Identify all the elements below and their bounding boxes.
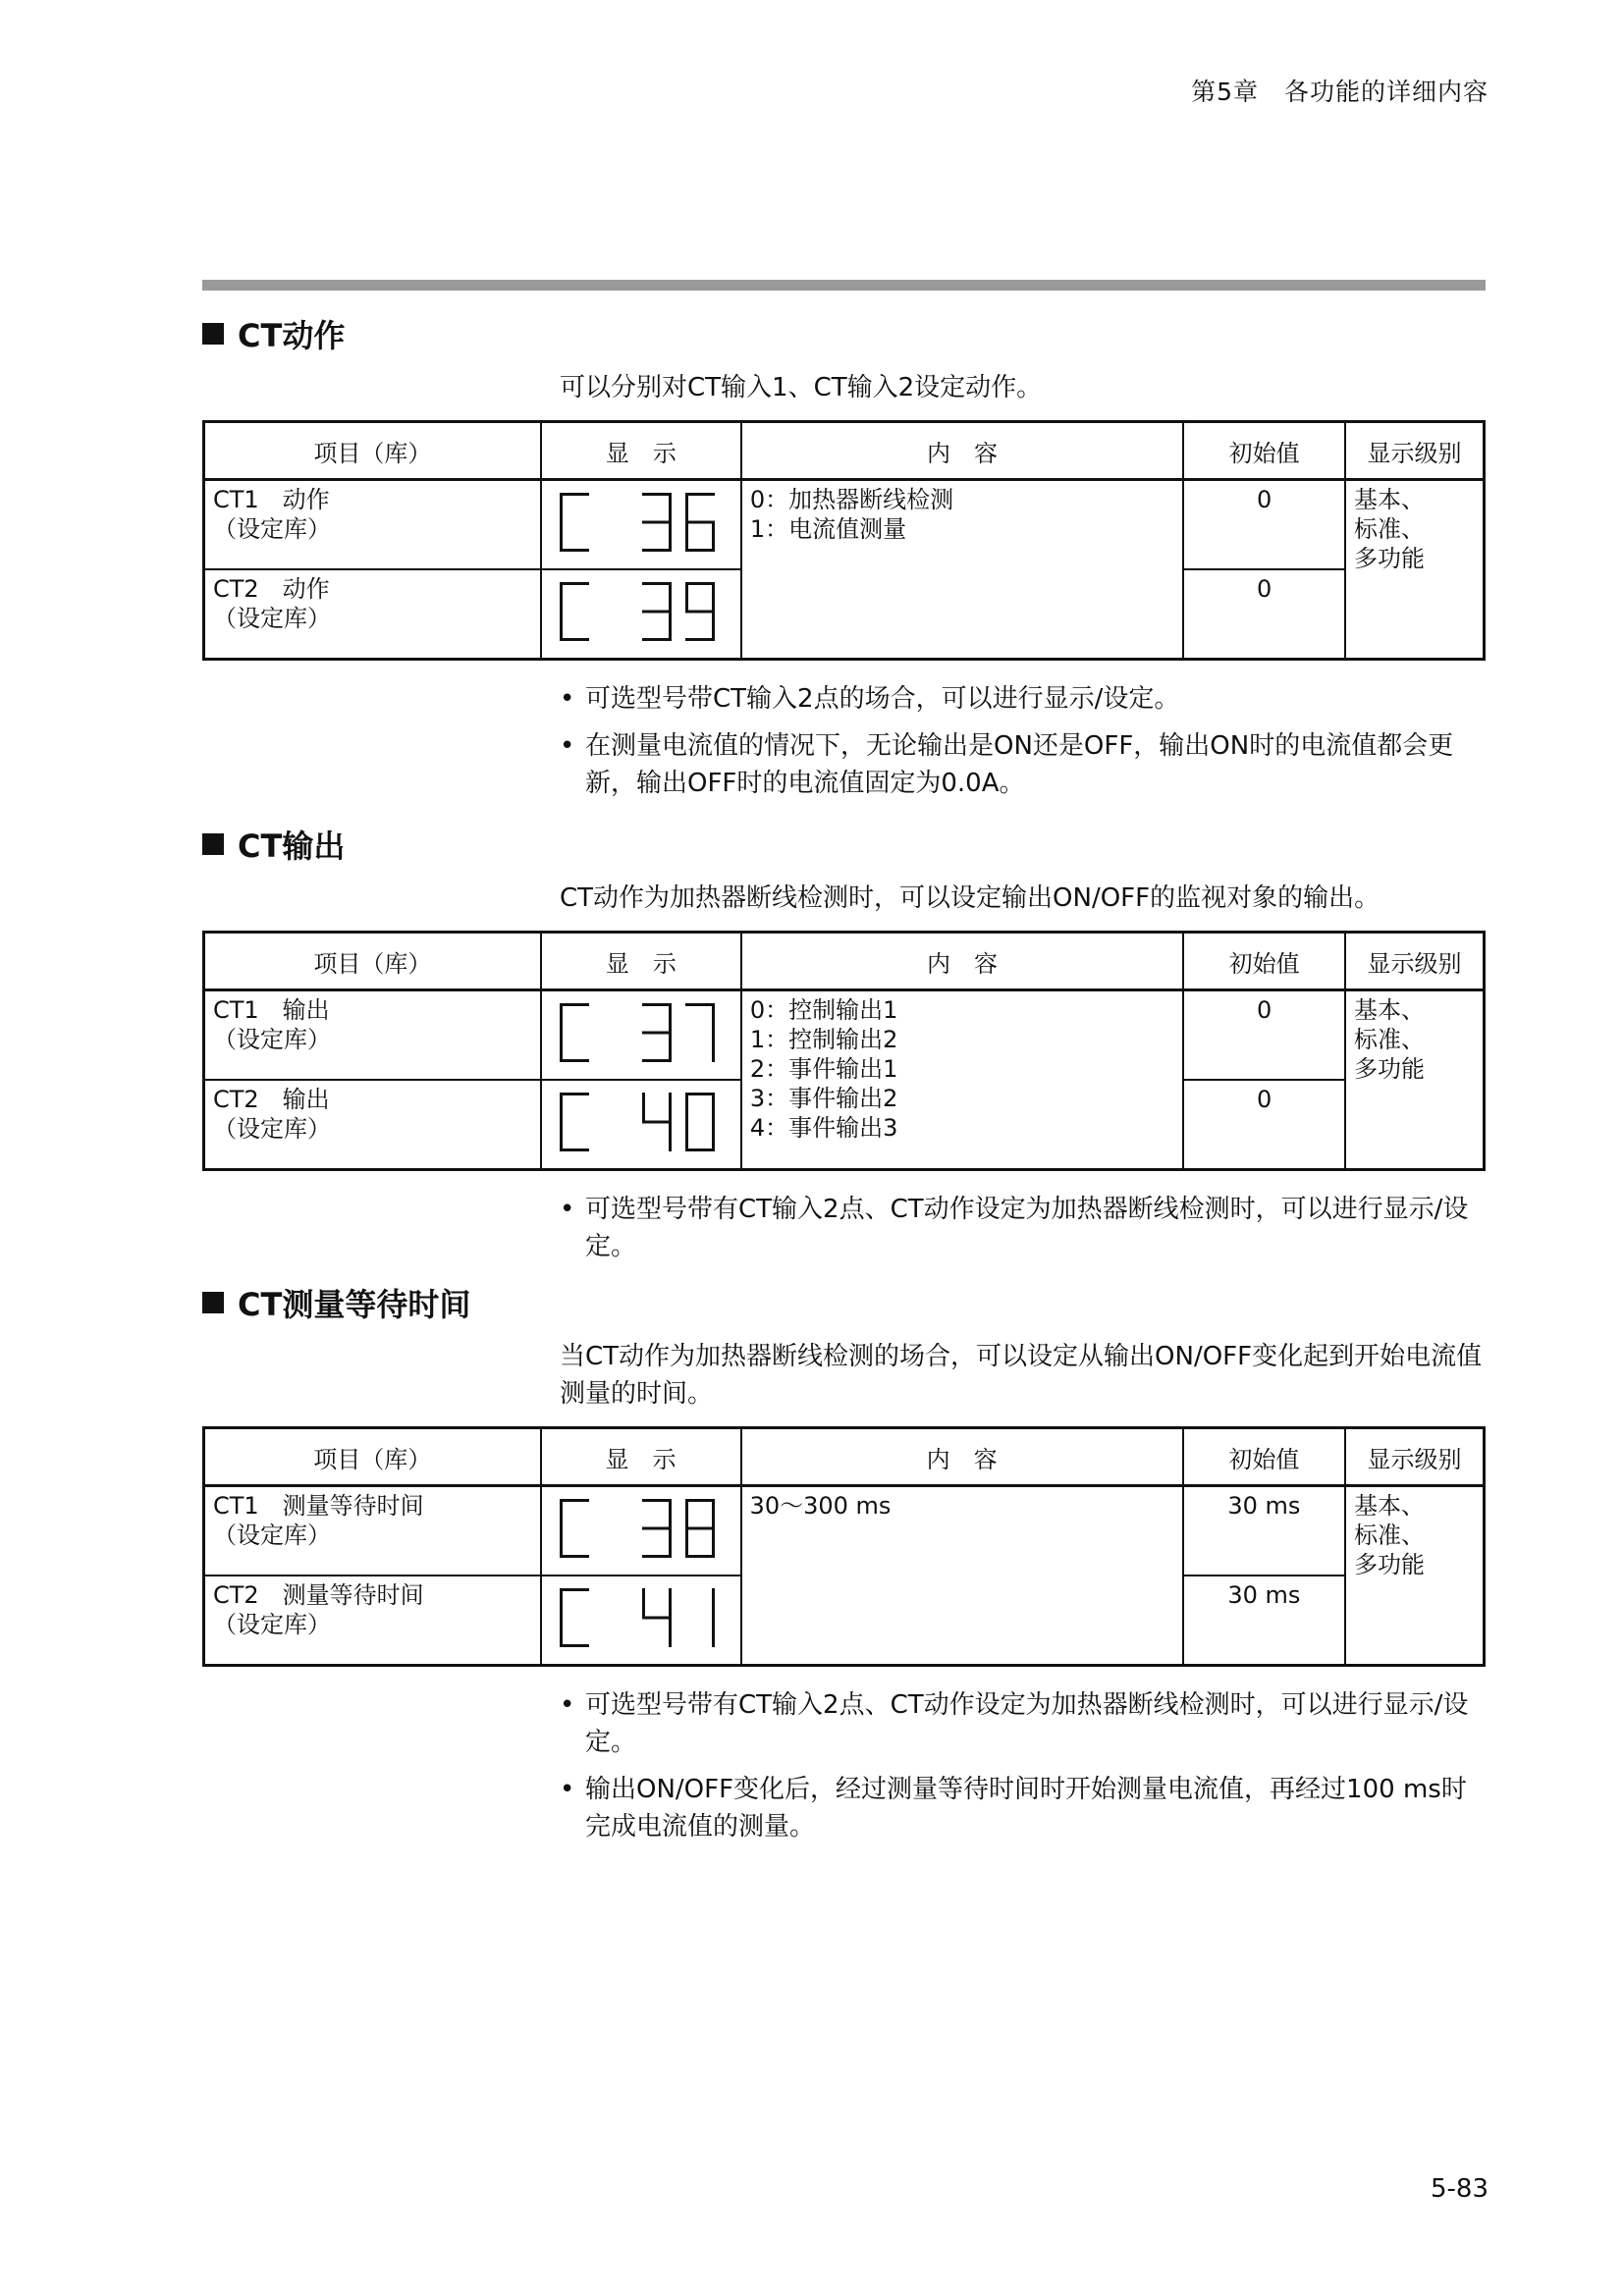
display-segment — [642, 1499, 672, 1502]
parameter-table — [202, 420, 1486, 661]
display-segment — [560, 1588, 563, 1618]
display-segment — [642, 1093, 645, 1122]
display-segment — [560, 1148, 589, 1151]
display-segment — [712, 1033, 715, 1062]
display-segment — [669, 1588, 672, 1618]
segment-display — [541, 480, 741, 570]
notes-list — [560, 680, 1483, 802]
segment-display — [541, 1575, 741, 1666]
seven-segment-readout — [550, 574, 732, 647]
display-segment — [560, 1588, 589, 1591]
note-item: • 可选型号带CT输入2点的场合，可以进行显示/设定。 — [560, 684, 1180, 714]
display-segment — [560, 493, 563, 522]
header-level: 显示级别 — [1345, 933, 1485, 990]
display-segment — [685, 582, 688, 612]
display-segment — [685, 1093, 688, 1122]
note-item: • 可选型号带有CT输入2点、CT动作设定为加热器断线检测时，可以进行显示/设定。 — [560, 1195, 1469, 1261]
display-segment — [642, 582, 672, 585]
display-segment — [642, 611, 672, 614]
header-initial: 初始值 — [1183, 933, 1345, 990]
header-level: 显示级别 — [1345, 422, 1485, 480]
display-segment — [560, 1499, 589, 1502]
display-segment — [712, 1499, 715, 1528]
display-level: 基本、 标准、 多功能 — [1345, 480, 1485, 660]
item-cell: CT2 测量等待时间 （设定库） — [204, 1575, 541, 1666]
display-segment — [712, 1528, 715, 1558]
parameter-table — [202, 1426, 1486, 1667]
display-segment — [560, 638, 589, 641]
table-row — [204, 990, 1485, 1081]
table-row — [204, 1486, 1485, 1576]
display-segment — [642, 1059, 672, 1062]
display-segment — [712, 612, 715, 641]
header-initial: 初始值 — [1183, 422, 1345, 480]
display-segment — [712, 1093, 715, 1122]
header-initial: 初始值 — [1183, 1428, 1345, 1486]
square-bullet-icon — [202, 833, 224, 855]
section-title: CT输出 — [202, 823, 1486, 866]
notes-list — [560, 1191, 1483, 1265]
display-segment — [642, 549, 672, 552]
note-item: • 输出ON/OFF变化后，经过测量等待时间时开始测量电流值，再经过100 ms时完成电流值的测量。 — [560, 1775, 1467, 1842]
section-ct-output — [202, 823, 1486, 1275]
display-segment — [669, 1618, 672, 1647]
display-segment — [685, 1527, 715, 1530]
item-cell: CT1 输出 （设定库） — [204, 990, 541, 1081]
section-ct-wait-time — [202, 1281, 1486, 1855]
item-cell: CT2 输出 （设定库） — [204, 1080, 541, 1170]
parameter-table — [202, 931, 1486, 1171]
display-segment — [685, 1528, 688, 1558]
table-row — [204, 480, 1485, 570]
display-segment — [560, 1528, 563, 1558]
chapter-header: 第5章 各功能的详细内容 — [1191, 78, 1489, 106]
initial-value: 0 — [1183, 1080, 1345, 1170]
display-segment — [560, 1555, 589, 1558]
display-segment — [712, 1122, 715, 1151]
display-segment — [712, 522, 715, 552]
display-segment — [712, 1003, 715, 1033]
display-segment — [712, 1588, 715, 1618]
display-segment — [712, 1618, 715, 1647]
display-segment — [669, 1122, 672, 1151]
display-segment — [685, 493, 715, 496]
initial-value: 30 ms — [1183, 1575, 1345, 1666]
display-segment — [560, 1059, 589, 1062]
header-display: 显 示 — [541, 422, 741, 480]
header-level: 显示级别 — [1345, 1428, 1484, 1486]
note-item: • 可选型号带有CT输入2点、CT动作设定为加热器断线检测时，可以进行显示/设定。 — [560, 1690, 1469, 1757]
item-cell: CT1 测量等待时间 （设定库） — [204, 1486, 541, 1576]
display-segment — [560, 582, 563, 612]
display-segment — [685, 638, 715, 641]
display-segment — [560, 1003, 563, 1033]
display-segment — [685, 611, 715, 614]
display-segment — [685, 549, 715, 552]
display-segment — [669, 1093, 672, 1122]
table-header-row — [204, 1428, 1485, 1486]
display-segment — [642, 1588, 645, 1618]
square-bullet-icon — [202, 323, 224, 345]
display-segment — [685, 1499, 715, 1502]
seven-segment-readout — [550, 1491, 732, 1564]
display-segment — [560, 1499, 563, 1528]
display-segment — [669, 1003, 672, 1033]
segment-display — [541, 1486, 741, 1576]
display-level: 基本、 标准、 多功能 — [1345, 1486, 1484, 1666]
display-segment — [685, 582, 715, 585]
note-item: • 在测量电流值的情况下，无论输出是ON还是OFF，输出ON时的电流值都会更新，输出OFF时的电流值固定为0.0A。 — [560, 731, 1454, 798]
display-segment — [685, 1148, 715, 1151]
header-rule — [202, 280, 1486, 291]
display-segment — [685, 521, 715, 524]
initial-value: 0 — [1183, 569, 1345, 660]
header-content: 内 容 — [741, 933, 1183, 990]
display-segment — [669, 582, 672, 612]
segment-display — [541, 1080, 741, 1170]
display-segment — [560, 522, 563, 552]
display-segment — [685, 522, 688, 552]
page-number: 5-83 — [1430, 2174, 1489, 2204]
initial-value: 30 ms — [1183, 1486, 1345, 1576]
display-segment — [685, 1122, 688, 1151]
header-display: 显 示 — [541, 1428, 741, 1486]
display-segment — [560, 493, 589, 496]
content-cell: 0：加热器断线检测 1：电流值测量 — [741, 480, 1183, 660]
display-segment — [685, 1003, 715, 1006]
display-segment — [642, 1032, 672, 1035]
seven-segment-readout — [550, 995, 732, 1068]
display-segment — [642, 1003, 672, 1006]
table-header-row — [204, 422, 1485, 480]
item-cell: CT2 动作 （设定库） — [204, 569, 541, 660]
header-item: 项目（库） — [204, 422, 541, 480]
display-segment — [560, 549, 589, 552]
section-intro: 当CT动作为加热器断线检测的场合，可以设定从输出ON/OFF变化起到开始电流值测量的时间。 — [560, 1342, 1483, 1409]
display-segment — [560, 1003, 589, 1006]
display-segment — [669, 522, 672, 552]
display-segment — [642, 521, 672, 524]
display-level: 基本、 标准、 多功能 — [1345, 990, 1485, 1170]
header-display: 显 示 — [541, 933, 741, 990]
display-segment — [560, 612, 563, 641]
display-segment — [669, 1499, 672, 1528]
section-intro: 可以分别对CT输入1、CT输入2设定动作。 — [560, 373, 1043, 402]
display-segment — [642, 1121, 672, 1124]
seven-segment-readout — [550, 485, 732, 558]
display-segment — [642, 493, 672, 496]
display-segment — [642, 638, 672, 641]
segment-display — [541, 569, 741, 660]
display-segment — [642, 1555, 672, 1558]
display-segment — [685, 1093, 715, 1095]
initial-value: 0 — [1183, 480, 1345, 570]
display-segment — [712, 582, 715, 612]
header-content: 内 容 — [741, 422, 1183, 480]
square-bullet-icon — [202, 1292, 224, 1313]
section-title: CT测量等待时间 — [202, 1281, 1486, 1324]
header-content: 内 容 — [741, 1428, 1183, 1486]
header-item: 项目（库） — [204, 1428, 541, 1486]
initial-value: 0 — [1183, 990, 1345, 1081]
display-segment — [669, 1033, 672, 1062]
display-segment — [669, 612, 672, 641]
display-segment — [685, 493, 688, 522]
display-segment — [560, 1122, 563, 1151]
content-cell: 30～300 ms — [741, 1486, 1183, 1666]
display-segment — [560, 1093, 589, 1095]
display-segment — [560, 1033, 563, 1062]
display-segment — [669, 493, 672, 522]
item-cell: CT1 动作 （设定库） — [204, 480, 541, 570]
display-segment — [560, 1618, 563, 1647]
segment-display — [541, 990, 741, 1081]
table-header-row — [204, 933, 1485, 990]
content-cell: 0：控制输出1 1：控制输出2 2：事件输出1 3：事件输出2 4：事件输出3 — [741, 990, 1183, 1170]
section-intro: CT动作为加热器断线检测时，可以设定输出ON/OFF的监视对象的输出。 — [560, 883, 1380, 913]
section-title: CT动作 — [202, 312, 1486, 355]
section-ct-action — [202, 312, 1486, 812]
seven-segment-readout — [550, 1580, 732, 1653]
seven-segment-readout — [550, 1085, 732, 1157]
display-segment — [560, 1093, 563, 1122]
display-segment — [685, 1555, 715, 1558]
notes-list — [560, 1686, 1483, 1845]
display-segment — [685, 1499, 688, 1528]
display-segment — [560, 1644, 589, 1647]
header-item: 项目（库） — [204, 933, 541, 990]
display-segment — [669, 1528, 672, 1558]
display-segment — [560, 582, 589, 585]
display-segment — [642, 1617, 672, 1620]
display-segment — [642, 1527, 672, 1530]
